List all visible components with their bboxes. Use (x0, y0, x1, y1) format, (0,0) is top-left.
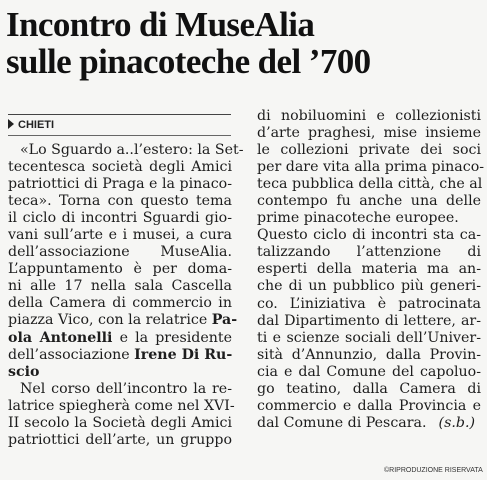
text-line: teca pubblica della città, che al (257, 176, 483, 193)
text-line: teca». Torna con questo tema (8, 193, 232, 210)
text-line: go teatino, dalla Camera di (257, 380, 481, 397)
author-signature: (s.b.) (438, 414, 475, 431)
text-line (257, 415, 481, 432)
copyright-notice: ©RIPRODUZIONE RISERVATA (384, 467, 483, 474)
president-name: scio (8, 363, 40, 380)
text-line (8, 364, 232, 381)
text-line: dal Dipartimento di lettere, ar- (257, 312, 481, 329)
text-line: di nobiluomini e collezionisti (257, 108, 481, 124)
text-run: dell’associazione (8, 346, 135, 363)
article-column-left (8, 142, 244, 449)
text-line: patriottici dell’arte, un gruppo (8, 431, 232, 448)
text-line: II secolo la Società degli Amici (8, 414, 232, 431)
text-line: sità d’Annunzio, dalla Provin- (257, 346, 481, 363)
text-line: le collezioni private dei soci (257, 142, 481, 159)
article-column-right (257, 108, 485, 432)
text-line (8, 330, 232, 347)
section-rule-top (8, 114, 231, 115)
text-line: patriottici di Praga e la pinaco- (8, 176, 232, 193)
text-run: dal Comune di Pescara. (257, 414, 427, 431)
text-line: talizzando l’attenzione di (257, 244, 481, 261)
text-run: e la presidente (112, 329, 232, 346)
headline-line-2: sulle pinacoteche del ’700 (6, 42, 371, 81)
text-line: per dare vita alla prima pinaco- (257, 159, 485, 176)
text-line: esperti della materia ma an- (257, 261, 481, 278)
text-line: che di un pubblico più generi- (257, 278, 481, 295)
text-line: il ciclo di incontri Sguardi gio- (8, 210, 232, 227)
text-line: L’appuntamento è per doma- (8, 261, 232, 278)
president-name: Irene Di Ru- (134, 346, 233, 363)
text-line: tecentesca società degli Amici (8, 159, 232, 176)
text-line: Questo ciclo di incontri sta ca- (257, 227, 481, 244)
text-run: piazza Vico, con la relatrice (8, 312, 212, 329)
text-line (8, 312, 238, 329)
text-line: vani sull’arte e i musei, a cura (8, 227, 232, 244)
section-rule-bottom (8, 135, 231, 136)
triangle-bullet-icon (8, 119, 14, 129)
speaker-name: ola Antonelli (8, 329, 113, 346)
text-line: co. L’iniziativa è patrocinata (257, 295, 481, 312)
text-line: Nel corso dell’incontro la re- (20, 380, 232, 397)
text-line (8, 347, 232, 364)
text-line: «Lo Sguardo a..l’estero: la Set- (20, 142, 244, 158)
text-line: commercio e dalla Provincia e (257, 397, 481, 414)
text-line: cia e dal Comune del capoluo- (257, 363, 481, 380)
text-line: latrice spiegherà come nel XVI- (8, 397, 235, 414)
text-line: d’arte praghesi, mise insieme (257, 125, 481, 142)
text-line: ti e scienze sociali dell’Univer- (257, 329, 481, 346)
headline (6, 6, 484, 80)
location-kicker (8, 118, 54, 132)
text-line: dell’associazione MuseAlia. (8, 244, 232, 261)
text-line: prime pinacoteche europee. (257, 210, 459, 227)
headline-line-1: Incontro di MuseAlia (6, 5, 315, 44)
text-line: ni alle 17 nella sala Cascella (8, 278, 232, 295)
text-line: della Camera di commercio in (8, 295, 232, 312)
kicker-label: CHIETI (18, 119, 55, 131)
text-line: contempo fu anche una delle (257, 193, 481, 210)
speaker-name: Pa- (211, 312, 238, 329)
